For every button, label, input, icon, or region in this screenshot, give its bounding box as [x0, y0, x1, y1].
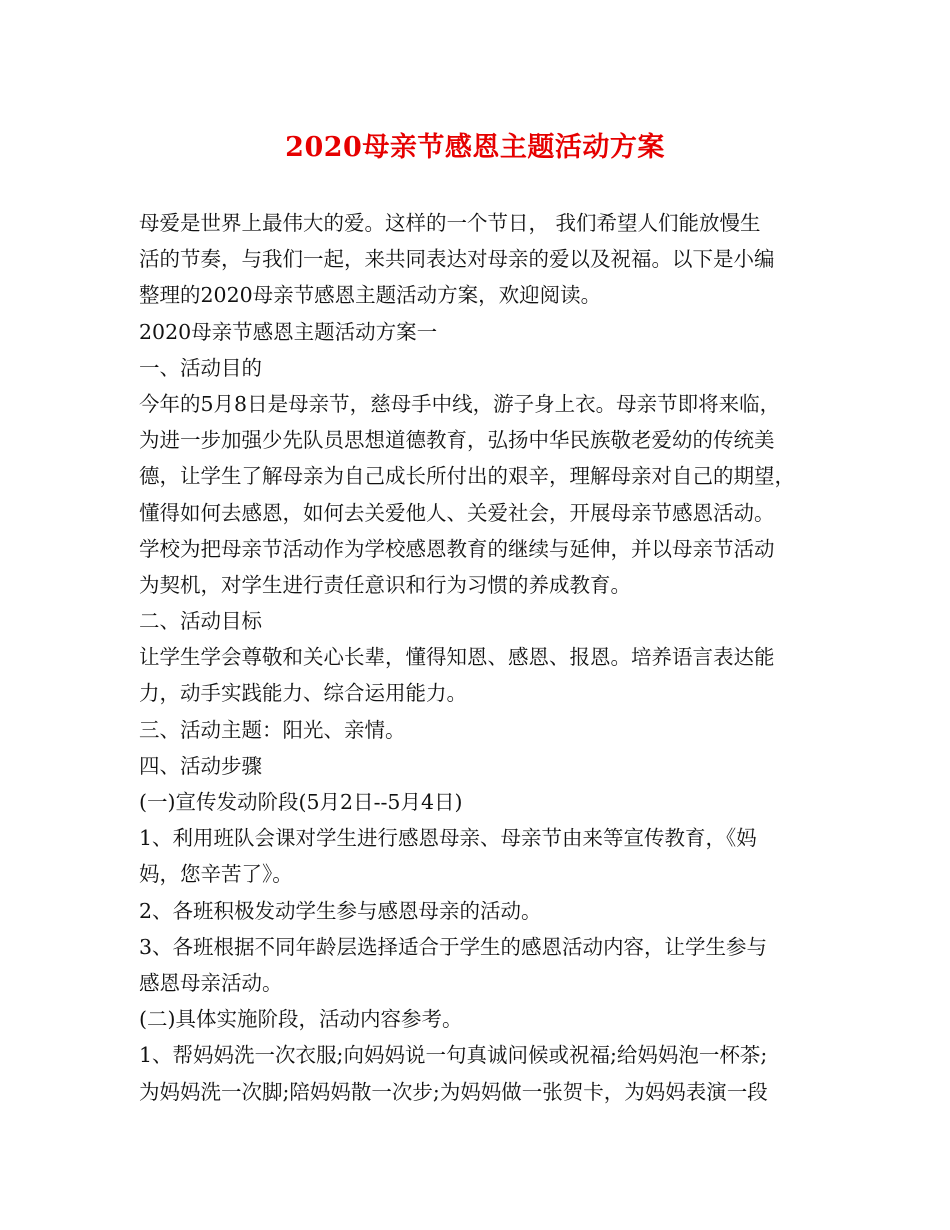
- text-line: 为契机，对学生进行责任意识和行为习惯的养成教育。: [139, 572, 631, 597]
- text-line: (一)宣传发动阶段(5月2日--5月4日): [139, 790, 463, 814]
- text-line: 一、活动目的: [139, 355, 262, 380]
- text-line: 懂得如何去感恩，如何去关爱他人、关爱社会，开展母亲节感恩活动。: [139, 500, 775, 525]
- text-line: 1、帮妈妈洗一次衣服;向妈妈说一句真诚问候或祝福;给妈妈泡一杯茶;: [139, 1043, 768, 1068]
- text-line: 感恩母亲活动。: [139, 970, 283, 995]
- text-line: 今年的5月8日是母亲节，慈母手中线，游子身上衣。母亲节即将来临，: [139, 391, 781, 416]
- text-line: 三、活动主题：阳光、亲情。: [139, 717, 406, 742]
- text-line: 1、利用班队会课对学生进行感恩母亲、母亲节由来等宣传教育，《妈: [139, 826, 757, 851]
- text-line: 整理的2020母亲节感恩主题活动方案，欢迎阅读。: [139, 283, 602, 308]
- text-line: 德，让学生了解母亲为自己成长所付出的艰辛，理解母亲对自己的期望，: [139, 464, 795, 489]
- text-line: 学校为把母亲节活动作为学校感恩教育的继续与延伸，并以母亲节活动: [139, 536, 775, 561]
- text-line: 力，动手实践能力、综合运用能力。: [139, 681, 467, 706]
- text-line: 让学生学会尊敬和关心长辈，懂得知恩、感恩、报恩。培养语言表达能: [139, 645, 775, 670]
- text-line: 四、活动步骤: [139, 753, 262, 778]
- text-line: (二)具体实施阶段，活动内容参考。: [139, 1007, 463, 1032]
- text-line: 为妈妈洗一次脚;陪妈妈散一次步;为妈妈做一张贺卡，为妈妈表演一段: [139, 1079, 768, 1104]
- text-line: 母爱是世界上最伟大的爱。这样的一个节日， 我们希望人们能放慢生: [139, 211, 761, 235]
- document-body: [139, 205, 819, 1110]
- document-title: 2020母亲节感恩主题活动方案: [285, 132, 665, 163]
- text-line: 2020母亲节感恩主题活动方案一: [139, 319, 438, 344]
- text-line: 2、各班积极发动学生参与感恩母亲的活动。: [139, 898, 542, 923]
- text-line: 为进一步加强少先队员思想道德教育，弘扬中华民族敬老爱幼的传统美: [139, 428, 775, 453]
- text-line: 二、活动目标: [139, 609, 262, 634]
- text-line: 3、各班根据不同年龄层选择适合于学生的感恩活动内容，让学生参与: [139, 934, 768, 959]
- text-line: 妈，您辛苦了》。: [139, 862, 293, 887]
- text-line: 活的节奏，与我们一起，来共同表达对母亲的爱以及祝福。以下是小编: [139, 247, 775, 272]
